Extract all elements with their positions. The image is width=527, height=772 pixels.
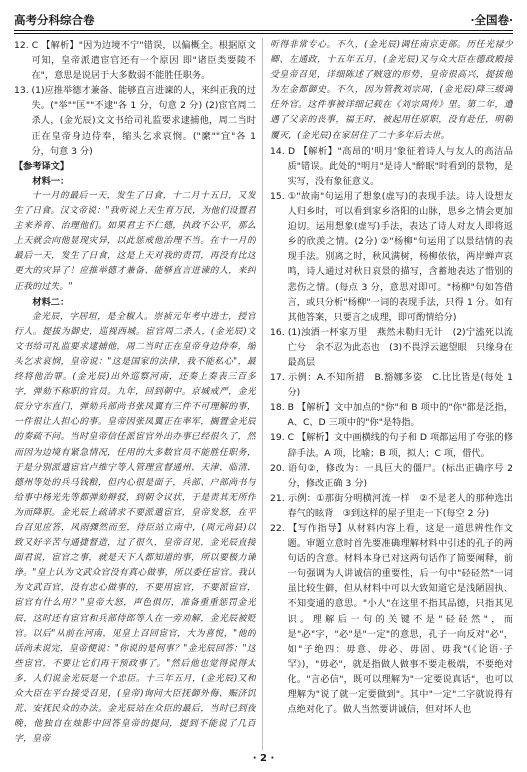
right-column-paragraph: 15. ①"故南"句运用了想象(虚写)的表现手法。诗人设想友人归乡时，可以看到家乡洛阳的山脉，思乡之情会更加迫切。运用想象(虚写)手法，表达了诗人对友人即将返乡的欣羡之情。(2分) ②"杨柳"句运用了以景结情的表现手法。别离之时，秋风满树，杨柳依依，两岸蝉声哀鸣，诗人通过对秋日哀景的描写，含蓄地表达了惜别的悲伤之情。(每点 3 分，意思对即可。"杨柳"句如答借言，或只分析"杨柳"一词的表现手法，只得 1 分。如有其他答案，只要言之成理，即可酌情给分) — [270, 190, 513, 323]
header-edition: ·全国卷· — [470, 13, 513, 27]
left-column-paragraph: 12. C 【解析】"因为边境不宁"错误，以偏概全。根据原文可知，皇帝派遣宦官还有一个原因 即"诸臣类要陵不在"，意思是说居于大多数弱不能胜任职务。 — [14, 40, 256, 82]
left-column-paragraph: 【参考译文】 — [14, 160, 70, 172]
right-column-paragraph: 听得非常专心。不久，(金光辰)调任南京吏部。历任光禄少卿、左通政，十五年五月，(金光辰)又与众大臣在德政殿接受皇帝召见，详细陈述了贼寇的形势，皇帝很高兴，提拔他为左金都御史。不久，因为管教刘宗周，(金光辰)降三级调任外官。这件事被详细记载在《刘宗周传》里。第二年，遭遇了父亲的丧事，福王时，被起用任原职，没有赴任，明朝覆灭，(金光辰)在家居住了二十多年后去世。 — [270, 40, 513, 141]
column-divider — [262, 38, 263, 750]
right-column-paragraph: 21. 示例：①那街分明横河流一样 ②不是老人的那种选出春气的眩背 ③到这样的屋子里走一下(每空 2 分) — [270, 492, 513, 519]
header-title: 高考分科综合卷 — [14, 13, 95, 27]
left-column-paragraph: 十一月的最后一天，发生了日食，十二月十五日，又发生了日食。汉文帝说："我听说上天生育万民，为他们设置君主来养育、治理他们。如果君主不仁德，执政不公平，那么上天就会向他显现灾异，以此惩戒他治理不当。在十一月的最后一天，发生了日食，这是上天对我的责罚，再没有比这更大的灾异了！应推举德才兼备、能够直言进谏的人，来纠正我的过失。" — [14, 190, 256, 292]
left-column-paragraph: 13. (1)应推举德才兼备、能够直言进谏的人，来纠正我的过失。("举""匡""不逮"各 1 分，句意 2 分) (2)宦官周二杀人，(金光辰)文文书给司礼监要求逮捕他，周二当时正在皇帝身边侍奉，缩头乞求哀悯。("縻""宜"各 1 分，句意 3 分) — [14, 85, 256, 157]
left-column-paragraph: 金光辰，字居垣，是全椒人。崇祯元年考中进士，授官行人。提拔为御史，巡视西城。宦官周二杀人，(金光辰)文文书给司礼监要求逮捕他，周二当时正在皇帝身边侍奉，缩头乞求哀悯，皇帝说："这是国家的法律，我不能私心"，最终将他治罪。(金光辰)出外巡察河南，还奏上奏表三百多字，弹劾不称职的官员。九年，回到朝中。京城戒严，金光辰分守东直门，弹劾兵部尚书张凤翼有三件不可理解的事，一件很让人担心的事。皇帝因张凤翼正在率军，搁置金光辰的奏疏不问。当时皇帝信任派宦官外出办事已经很久了，然而因为边境有紧急情况，任用的大多数官员不能胜任职务，于是分别派遣宦官卢维宁等人管理宣督通州、天津、临清、德州等处的兵马钱粮，但内心很是面子，兵部、户部尚书与给事中杨光先等都弹劾辩驳，到朝令议状，于是责其无所作为而降职。金光辰上疏请求不要派遣宦官，皇帝发怒，在平台召见应答，风雨骤然而至，待臣站立南中，(周元尚县)以致又好辛苦与通捷督造，过了很久，皇帝召见，金光辰直接面君说，宦官之事，就是天下人都知道的事，所以要极力谏诤。"皇上认为文武众官没有真心做事，所以委任宦官。我认为文武百官，没有忠心做事的，不要用宦官，不要派宦官，宦官有什么用？"皇帝大怒，声色俱厉，准备重重惩罚金光辰，这时还有宦官和兵部侍郎等人在一旁劝解，金光辰被贬官。以后"从前在河南，见皇上召回宦官，大为喜悦，"他的话尚未说完，皇帝便说："你说的是何事？"金光辰回答："这些宦官，不要让它们再干预政事了。"然后他也觉得说得太多，人们说金光辰是一个忠臣。十三年五月，(金光辰)又和众大臣在平台接受召见，(皇帝)询问大臣抚御外侮、赈济饥荒、安抚民众的办法。金光辰站在众臣的最后，当时已到夜晚，他独自在烛影中回答皇帝的提问，提到不能说了几百字，皇帝 — [14, 311, 256, 745]
left-column-paragraph: 材料一： — [32, 175, 70, 187]
right-column-paragraph: 17. 示例：A.不知所措 B.豁娜多姿 C.比比皆是(每处 1 分) — [270, 372, 513, 399]
left-column — [14, 38, 256, 750]
right-column-paragraph: 18. B 【解析】文中加点的"你"和 B 项中的"你"都是泛指，A、C、D 三项中的"你"是特指。 — [270, 402, 513, 429]
header-rule-thin — [14, 33, 513, 34]
right-column-paragraph: 22. 【写作指导】从材料内容上看，这是一道思辨性作文题。审题立意时首先要准确理解材料中引述的孔子的两句话的含意。材料本身已对这两句话作了简要阐释，前一句强调为人讲诚信的重要性，后一句中"硁硁然"一词虽比较生僻，但从材料中可以大致知道它是浅陋固执、不知变通的意思。"小人"在这里不指其品德，只指其见识。理解后一句的关键不是"硁硁然"，而是"必"字，"必"是"一定"的意思，孔子一向反对"必"，如"子绝四：毋意、毋必、毋固、毋我"(《论语·子罕》)，"毋必"，就是指做人做事不要走极端，不要绝对化。"言必信"，既可以理解为"一定要说真话"，也可以理解为"说了就一定要做到"。其中"一定"二字就说得有点绝对化了。做人当然要讲诚信，但对坏人也 — [270, 523, 513, 716]
right-column — [270, 38, 513, 750]
right-column-paragraph: 16. (1)浊酒一杯家万里 燕然未勒归无计 (2)宁溘死以流亡兮 余不忍为此态也 (3)不畏浮云遮望眼 只缘身在最高层 — [270, 326, 513, 368]
right-column-paragraph: 14. D 【解析】"高昂的'明月'象征着诗人与友人的高洁品质"错误。此处的"明月"是诗人"醉眠"时看到的景物，是实写，没有象征意义。 — [270, 145, 513, 187]
page-number: · 2 · — [252, 753, 275, 764]
right-column-paragraph: 19. C 【解析】文中画横线的句子和 D 项都运用了夸张的修辞手法。A 项，比喻；B 项，拟人；C 项，借代。 — [270, 432, 513, 459]
header-rule-thick — [14, 30, 513, 31]
left-column-paragraph: 材料二： — [32, 296, 70, 308]
page-header — [14, 10, 513, 28]
right-column-paragraph: 20. 语句②，修改为：一具巨大的僵尸。(标出正确序号 2 分，修改正确 3 分) — [270, 462, 513, 489]
